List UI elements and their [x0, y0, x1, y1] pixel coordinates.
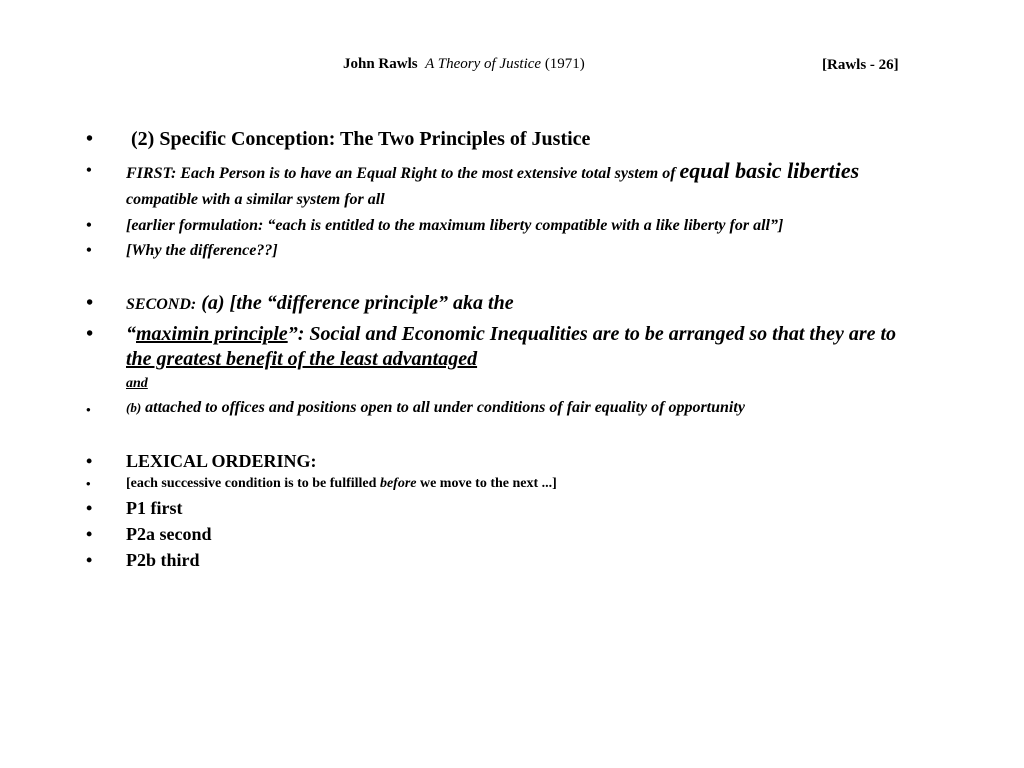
- bullet-icon: •: [86, 162, 92, 179]
- list-item-p2b: [86, 547, 916, 573]
- list-item-earlier-formulation: [86, 215, 916, 237]
- lexical-text: LEXICAL ORDERING:: [126, 451, 317, 471]
- bullet-icon: •: [86, 217, 92, 234]
- second-rest: (a) [the “difference principle” aka the: [196, 292, 514, 314]
- bullet-icon: •: [86, 323, 94, 345]
- slide-header: [0, 56, 1024, 78]
- bullet-icon: •: [86, 292, 94, 314]
- each-tail: we move to the next ...]: [416, 476, 557, 491]
- list-item-maximin: [86, 322, 916, 372]
- bullet-icon: •: [86, 550, 93, 570]
- each-lead: [each successive condition is to be fulfilled: [126, 476, 380, 491]
- list-item-second-principle: [86, 290, 916, 318]
- bullet-icon: •: [86, 451, 93, 471]
- bullet-icon: •: [86, 402, 91, 417]
- list-item-lexical-ordering: [86, 449, 916, 473]
- b-text: attached to offices and positions open to all under conditions of fair equality of opportunity: [141, 399, 745, 416]
- bullet-icon: •: [86, 476, 91, 491]
- first-tail: compatible with a similar system for all: [126, 191, 385, 208]
- first-lead: FIRST: Each Person is to have an Equal Right to the most extensive total system of: [126, 165, 680, 182]
- publication-year: (1971): [544, 56, 585, 72]
- bullet-icon: •: [86, 242, 92, 259]
- first-emphasis: equal basic liberties: [679, 158, 860, 183]
- and-connector: and: [126, 376, 148, 391]
- citation: [343, 56, 585, 73]
- list-item-p2a: [86, 521, 916, 547]
- author-name: John Rawls: [343, 56, 418, 72]
- p2b-text: P2b third: [126, 550, 200, 570]
- list-item-first-principle: [86, 158, 916, 213]
- bullet-list: [86, 126, 916, 573]
- bullet-icon: •: [86, 128, 94, 150]
- each-emphasis: before: [379, 476, 417, 491]
- p1-text: P1 first: [126, 498, 183, 518]
- second-label: SECOND:: [126, 296, 197, 313]
- heading-text: (2) Specific Conception: The Two Principles of Justice: [131, 128, 591, 150]
- slide-reference: [Rawls - 26]: [822, 57, 899, 73]
- p2a-text: P2a second: [126, 524, 212, 544]
- bullet-icon: •: [86, 524, 93, 544]
- maximin-middle: ”: Social and Economic Inequalities are to be arranged so that they are to: [287, 323, 897, 345]
- bullet-icon: •: [86, 498, 93, 518]
- maximin-open-quote: “: [126, 323, 136, 345]
- maximin-emphasis: the greatest benefit of the least advantaged: [126, 348, 478, 370]
- why-text: [Why the difference??]: [126, 242, 278, 259]
- list-item-b: [86, 397, 916, 419]
- b-label: (b): [126, 400, 142, 415]
- list-item-p1: [86, 495, 916, 521]
- book-title: A Theory of Justice: [425, 56, 542, 72]
- list-item-why: [86, 240, 916, 262]
- list-item-heading: [86, 126, 916, 152]
- maximin-term: maximin principle: [136, 323, 288, 345]
- earlier-text: [earlier formulation: “each is entitled to the maximum liberty compatible with a like liberty for all”]: [126, 217, 784, 234]
- list-item-successive-condition: [86, 473, 916, 495]
